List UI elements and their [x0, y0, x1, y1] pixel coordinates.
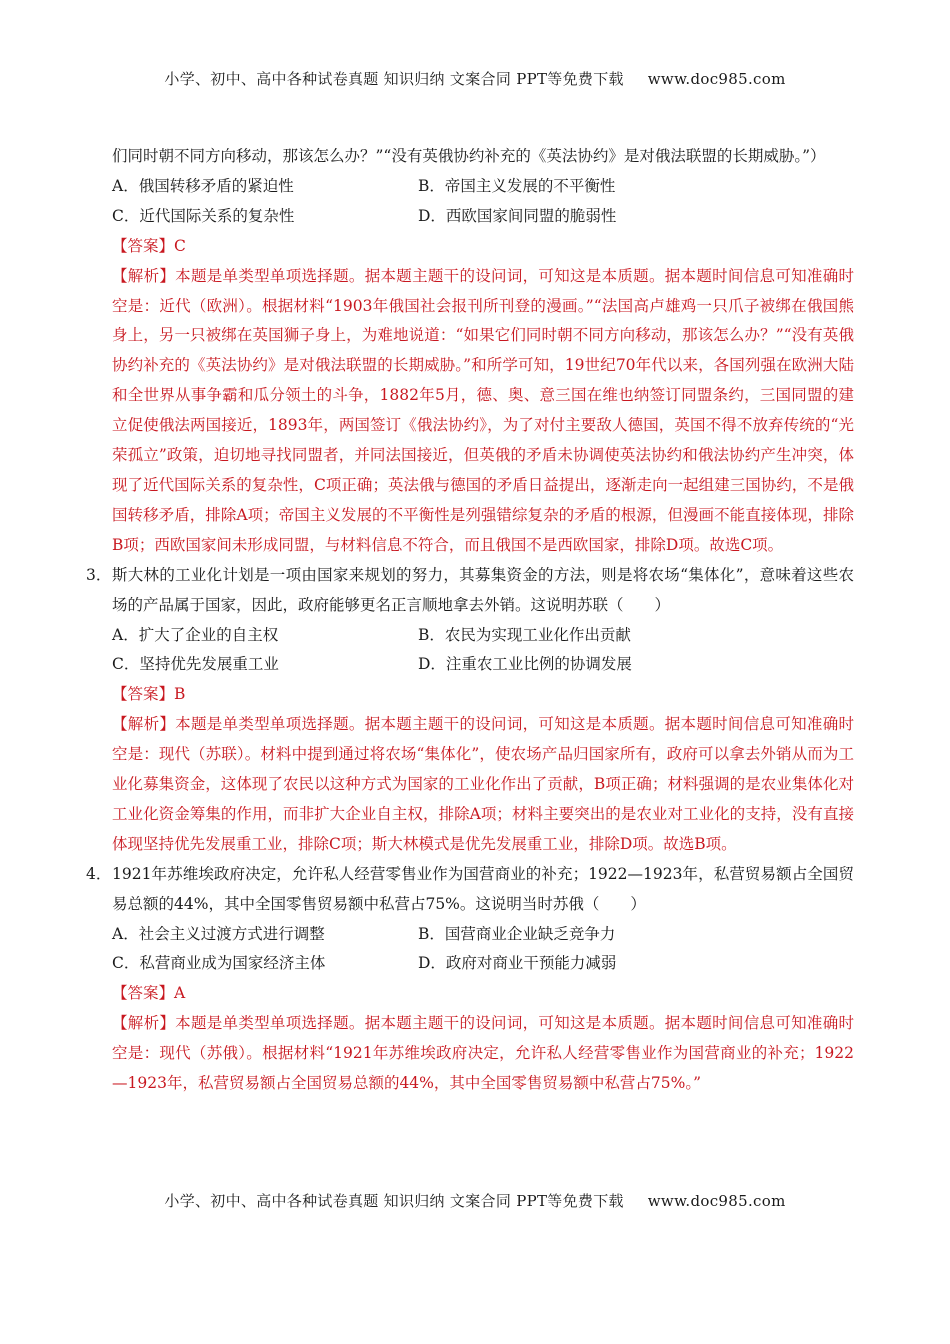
q2-options — [112, 172, 854, 232]
footer-text: 小学、初中、高中各种试卷真题 知识归纳 文案合同 PPT等免费下载 — [164, 1192, 624, 1210]
q2-answer: 【答案】C — [112, 236, 186, 255]
q3-options — [112, 621, 854, 681]
q2-analysis: 【解析】本题是单类型单项选择题。据本题主题干的设问词，可知这是本质题。据本题时间信息可知准确时空是：近代（欧洲）。根据材料“1903年俄国社会报刊所刊登的漫画。”“法国高卢雄鸡一只爪子被绑在俄国熊身上，另一只被绑在英国狮子身上，为难地说道：“如果它们同时朝不同方向移动，那该怎么办？”“没有英俄协约补充的《英法协约》是对俄法联盟的长期威胁。”和所学可知，19世纪70年代以来，各国列强在欧洲大陆和全世界从事争霸和瓜分领土的斗争，1882年5月，德、奥、意三国在维也纳签订同盟条约，三国同盟的建立促使俄法两国接近，1893年，两国签订《俄法协约》，为了对付主要敌人德国，英国不得不放弃传统的“光荣孤立”政策，迫切地寻找同盟者，并同法国接近，但英俄的矛盾未协调使英法协约和俄法协约产生冲突，体现了近代国际关系的复杂性，C项正确；英法俄与德国的矛盾日益提出，逐渐走向一起组建三国协约，不是俄国转移矛盾，排除A项；帝国主义发展的不平衡性是列强错综复杂的矛盾的根源，但漫画不能直接体现，排除B项；西欧国家间未形成同盟，与材料信息不符合，而且俄国不是西欧国家，排除D项。故选C项。 — [112, 266, 854, 554]
header-text: 小学、初中、高中各种试卷真题 知识归纳 文案合同 PPT等免费下载 — [164, 70, 624, 88]
q3-answer: 【答案】B — [112, 685, 186, 704]
page-header — [0, 68, 950, 89]
page-footer — [0, 1190, 950, 1211]
footer-url[interactable]: www.doc985.com — [647, 1192, 786, 1210]
exam-content — [86, 142, 854, 1099]
q2-option-a: A．俄国转移矛盾的紧迫性 — [112, 176, 294, 195]
q3-option-b: B．农民为实现工业化作出贡献 — [418, 625, 631, 644]
q4-options — [112, 920, 854, 980]
q3-option-d: D．注重农工业比例的协调发展 — [418, 655, 632, 674]
question-3 — [86, 561, 854, 621]
q4-option-d: D．政府对商业干预能力减弱 — [418, 954, 617, 973]
q2-option-b: B．帝国主义发展的不平衡性 — [418, 176, 616, 195]
q3-number: 3． — [86, 565, 112, 584]
q3-analysis: 【解析】本题是单类型单项选择题。据本题主题干的设问词，可知这是本质题。据本题时间信息可知准确时空是：现代（苏联）。材料中提到通过将农场“集体化”，使农场产品归国家所有，政府可以拿去外销从而为工业化募集资金，这体现了农民以这种方式为国家的工业化作出了贡献，B项正确；材料强调的是农业集体化对工业化资金筹集的作用，而非扩大企业自主权，排除A项；材料主要突出的是农业对工业化的支持，没有直接体现坚持优先发展重工业，排除C项；斯大林模式是优先发展重工业，排除D项。故选B项。 — [112, 715, 854, 853]
q3-option-c: C．坚持优先发展重工业 — [112, 655, 279, 674]
q4-option-a: A．社会主义过渡方式进行调整 — [112, 924, 325, 943]
q4-option-b: B．国营商业企业缺乏竞争力 — [418, 924, 616, 943]
question-4 — [86, 860, 854, 920]
q4-number: 4． — [86, 864, 112, 883]
q2-stem-continued: 们同时朝不同方向移动，那该怎么办？”“没有英俄协约补充的《英法协约》是对俄法联盟的长期威胁。”） — [112, 147, 826, 165]
q3-stem: 斯大林的工业化计划是一项由国家来规划的努力，其募集资金的方法，则是将农场“集体化”，意味着这些农场的产品属于国家，因此，政府能够更名正言顺地拿去外销。这说明苏联（ ） — [112, 565, 854, 614]
q2-option-c: C．近代国际关系的复杂性 — [112, 206, 295, 225]
header-url[interactable]: www.doc985.com — [647, 70, 786, 88]
q4-stem: 1921年苏维埃政府决定，允许私人经营零售业作为国营商业的补充；1922—1923年，私营贸易额占全国贸易总额的44%，其中全国零售贸易额中私营占75%。这说明当时苏俄（ ） — [112, 864, 854, 913]
q3-option-a: A．扩大了企业的自主权 — [112, 625, 279, 644]
q4-analysis: 【解析】本题是单类型单项选择题。据本题主题干的设问词，可知这是本质题。据本题时间信息可知准确时空是：现代（苏俄）。根据材料“1921年苏维埃政府决定，允许私人经营零售业作为国营商业的补充；1922—1923年，私营贸易额占全国贸易总额的44%，其中全国零售贸易额中私营占75%。” — [112, 1014, 854, 1093]
q2-option-d: D．西欧国家间同盟的脆弱性 — [418, 206, 617, 225]
q4-answer: 【答案】A — [112, 984, 186, 1003]
q4-option-c: C．私营商业成为国家经济主体 — [112, 954, 326, 973]
